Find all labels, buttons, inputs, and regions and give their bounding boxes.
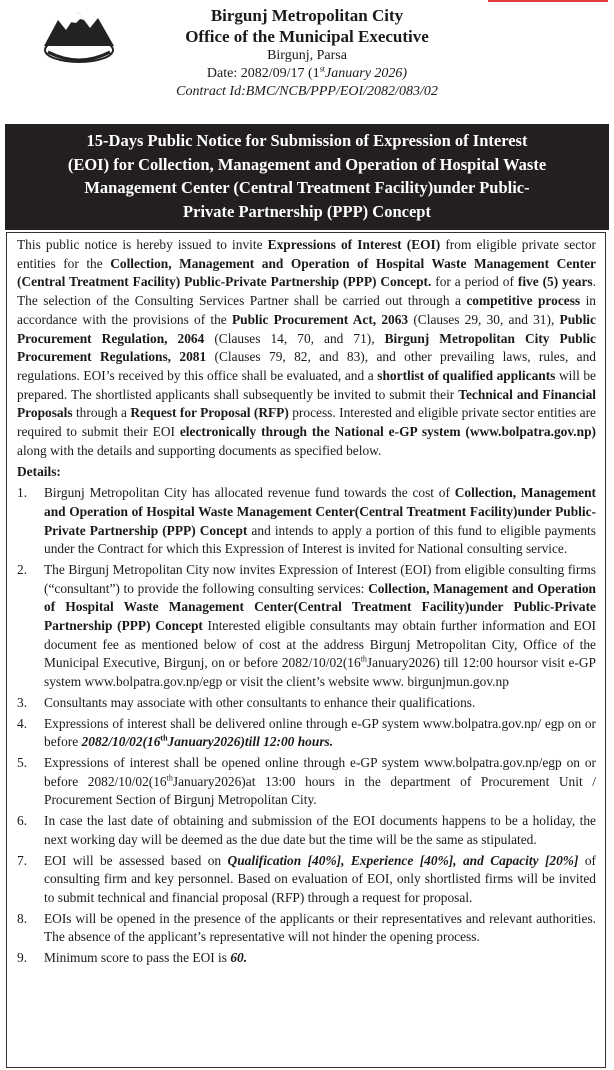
title-line: Private Partnership (PPP) Concept (183, 201, 431, 221)
list-item: 1. Birgunj Metropolitan City has allocated revenue fund towards the cost of Collection, Management and Operation of Hospital Waste Management Center(Central Treatment Facility)under Public-Private Partnership (PPP) Concept and intends to apply a portion of this fund to eligible payments under the Contract for which this Expression of Interest is invited for National consulting service. (17, 485, 596, 557)
details-list (17, 484, 596, 968)
list-item: 6. In case the last date of obtaining and submission of the EOI documents happens to be a holiday, the next working day will be deemed as the due date but the time will be the same as stipulated. (17, 813, 596, 847)
list-item: 9. Minimum score to pass the EOI is 60. (17, 950, 248, 966)
list-item: 5. Expressions of interest shall be opened online through e-GP system www.bolpatra.gov.np/egp on or before 2082/10/02(16thJanuary2026)at 13:00 hours in the department of Procurement Unit / Procurement Section of Birgunj Metropolitan City. (17, 754, 596, 808)
notice-date: Date: 2082/09/17 (1stJanuary 2026) (206, 64, 408, 81)
details-heading: Details: (17, 464, 61, 480)
notice-title (5, 124, 609, 230)
org-name: Birgunj Metropolitan City (210, 6, 404, 25)
list-item: 8. EOIs will be opened in the presence of the applicants or their representatives and relevant authorities. The absence of the applicant’s representative will not hinder the opening process. (17, 910, 596, 945)
office-name: Office of the Municipal Executive (185, 27, 429, 46)
list-item: 7. EOI will be assessed based on Qualification [40%], Experience [40%], and Capacity [20%] of consulting firm and key personnel. Based on evaluation of EOI, only shortlisted firms will be invited to submit technical and financial proposal (RFP) through a request for proposal. (17, 852, 596, 905)
letterhead (0, 4, 614, 101)
intro-paragraph: This public notice is hereby issued to invite Expressions of Interest (EOI) from eligible private sector entities for the Collection, Management and Operation of Hospital Waste Management Center (Central Treatment Facility) Public-Private Partnership (PPP) Concept. for a period of five (5) years. The selection of the Consulting Services Partner shall be carried out through a competitive process in accordance with the provisions of the Public Procurement Act, 2063 (Clauses 29, 30, and 31), Public Procurement Regulation, 2064 (Clauses 14, 70, and 71), Birgunj Metropolitan City Public Procurement Regulations, 2081 (Clauses 79, 82, and 83), and other prevailing laws, rules, and regulations. EOI’s received by this office shall be evaluated, and a shortlist of qualified applicants will be prepared. The shortlisted applicants shall subsequently be invited to submit their Technical and Financial Proposals through a Request for Proposal (RFP) process. Interested and eligible private sector entities are required to submit their EOI electronically through the National e-GP system (www.bolpatra.gov.np) along with the details and supporting documents as specified below. (17, 237, 597, 458)
list-item: 4. Expressions of interest shall be delivered online through e-GP system www.bolpatra.gov.np/ egp on or before 2082/10/02(16thJanuary2026)till 12:00 hours. (17, 715, 596, 750)
notice-body (6, 232, 606, 1068)
location: Birgunj, Parsa (267, 48, 347, 63)
list-item: 2. The Birgunj Metropolitan City now invites Expression of Interest (EOI) from eligible consulting firms (“consultant”) to provide the following consulting services: Collection, Management and Operation of Hospital Waste Management Center(Central Treatment Facility)under Public-Private Partnership (PPP) Concept Interested eligible consultants may obtain further information and EOI document fee as mentioned below of cost at the address Birgunj Metropolitan City, Office of the Municipal Executive, Birgunj, on or before 2082/10/02(16thJanuary2026) till 12:00 hoursor visit e-GP system www.bolpatra.gov.np/egp or visit the client’s website www. birgunjmun.gov.np (17, 561, 596, 690)
list-item: 3. Consultants may associate with other consultants to enhance their qualifications. (17, 694, 476, 710)
title-line: (EOI) for Collection, Management and Operation of Hospital Waste (67, 154, 547, 174)
top-accent-line (488, 0, 608, 2)
title-line: Management Center (Central Treatment Facility)under Public- (84, 178, 530, 197)
contract-id: Contract Id:BMC/NCB/PPP/EOI/2082/083/02 (176, 84, 438, 99)
title-line: 15-Days Public Notice for Submission of Expression of Interest (86, 131, 528, 150)
